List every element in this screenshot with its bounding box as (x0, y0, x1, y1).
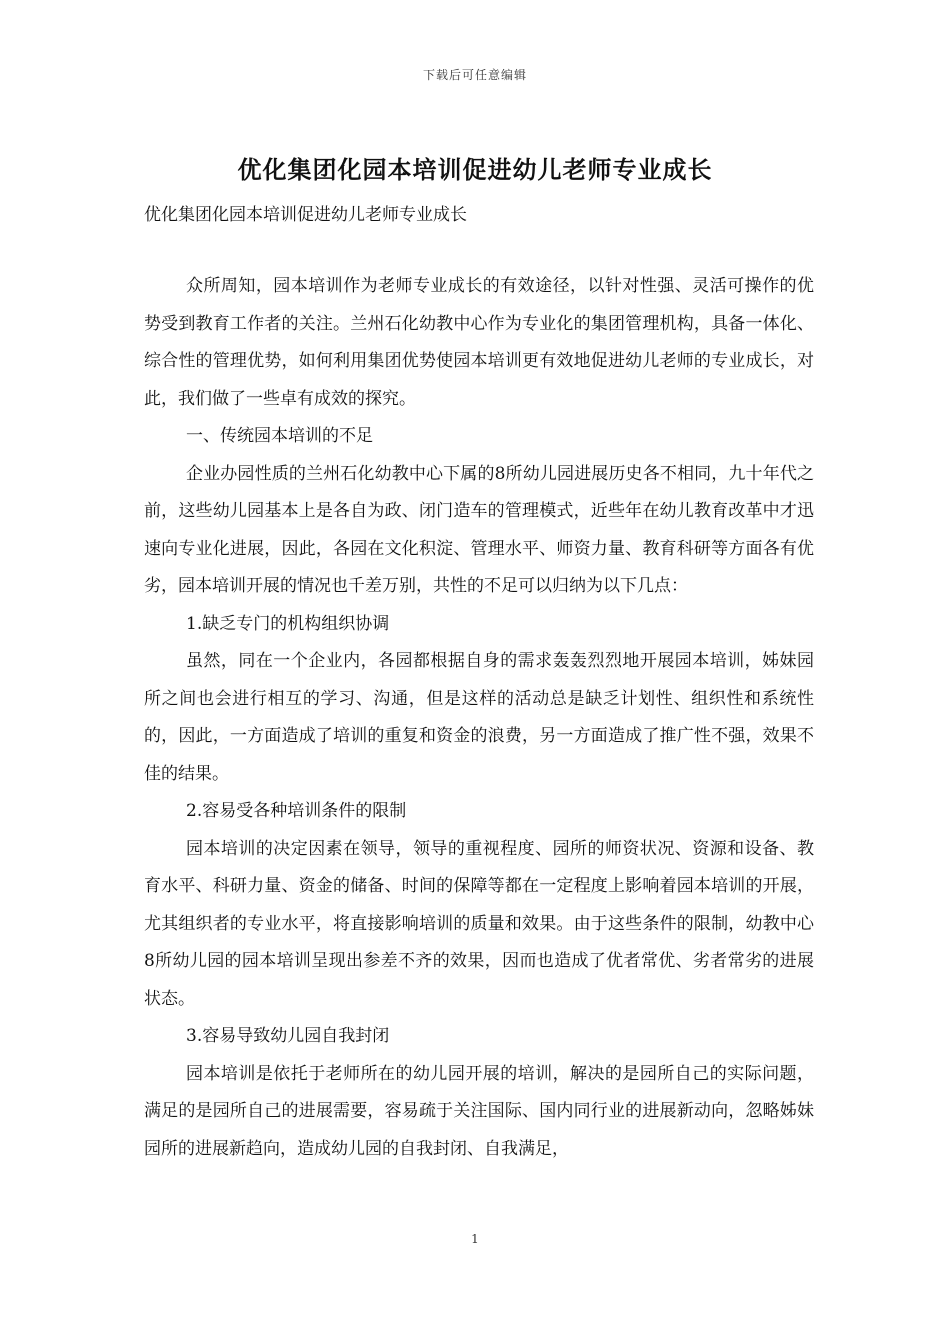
paragraph-subheading-3: 园本培训是依托于老师所在的幼儿园开展的培训，解决的是园所自己的实际问题，满足的是园所自己的进展需要，容易疏于关注国际、国内同行业的进展新动向，忽略姊妹园所的进展新趋向，造成幼儿园的自我封闭、自我满足， (144, 1063, 814, 1159)
page-number: 1 (471, 1232, 479, 1246)
subheading-2: 2.容易受各种培训条件的限制 (186, 801, 407, 821)
section-heading-1: 一、传统园本培训的不足 (186, 426, 373, 446)
paragraph-subheading-1: 虽然，同在一个企业内，各园都根据自身的需求轰轰烈烈地开展园本培训，姊妹园所之间也会进行相互的学习、沟通，但是这样的活动总是缺乏计划性、组织性和系统性的，因此，一方面造成了培训的重复和资金的浪费，另一方面造成了推广性不强，效果不佳的结果。 (144, 651, 814, 784)
paragraph-section-1: 企业办园性质的兰州石化幼教中心下属的8所幼儿园进展历史各不相同，九十年代之前，这些幼儿园基本上是各自为政、闭门造车的管理模式，近些年在幼儿教育改革中才迅速向专业化进展，因此，各园在文化积淀、管理水平、师资力量、教育科研等方面各有优劣，园本培训开展的情况也千差万别，共性的不足可以归纳为以下几点： (144, 463, 814, 596)
header-note: 下载后可任意编辑 (422, 68, 527, 82)
document-title: 优化集团化园本培训促进幼儿老师专业成长 (237, 155, 713, 184)
paragraph-subheading-2: 园本培训的决定因素在领导，领导的重视程度、园所的师资状况、资源和设备、教育水平、科研力量、资金的储备、时间的保障等都在一定程度上影响着园本培训的开展，尤其组织者的专业水平，将直接影响培训的质量和效果。由于这些条件的限制，幼教中心8所幼儿园的园本培训呈现出参差不齐的效果，因而也造成了优者常优、劣者常劣的进展状态。 (144, 838, 814, 1009)
document-body (144, 268, 814, 1168)
subheading-3: 3.容易导致幼儿园自我封闭 (186, 1026, 390, 1046)
subheading-1: 1.缺乏专门的机构组织协调 (186, 613, 390, 634)
paragraph-intro: 众所周知，园本培训作为老师专业成长的有效途径，以针对性强、灵活可操作的优势受到教育工作者的关注。兰州石化幼教中心作为专业化的集团管理机构，具备一体化、综合性的管理优势，如何利用集团优势使园本培训更有效地促进幼儿老师的专业成长，对此，我们做了一些卓有成效的探究。 (144, 276, 814, 409)
document-subtitle: 优化集团化园本培训促进幼儿老师专业成长 (144, 205, 467, 225)
